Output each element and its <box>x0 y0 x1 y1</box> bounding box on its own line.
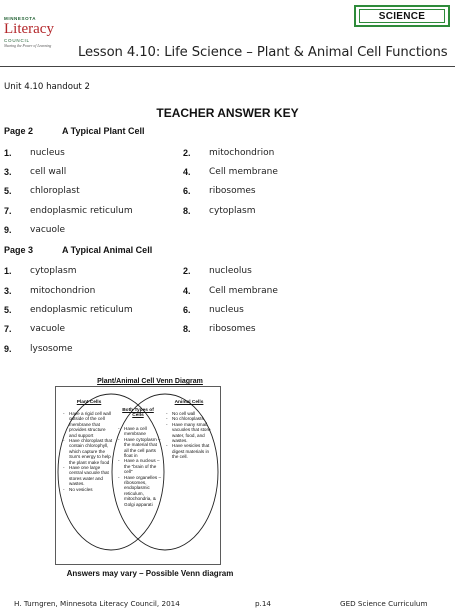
animal-item-number: 3. <box>4 286 12 296</box>
plant-item-text: Cell membrane <box>209 167 278 177</box>
literacy-council-logo <box>4 16 68 56</box>
venn-plant-item: - No vesicles <box>63 487 113 492</box>
venn-animal-list <box>166 411 214 460</box>
plant-item-text: chloroplast <box>30 186 80 196</box>
venn-animal-item: - Have many small vacuoles that store water, food, and wastes. <box>166 422 214 444</box>
logo-main-text: Literacy <box>4 21 54 37</box>
animal-item-number: 5. <box>4 305 12 315</box>
plant-item-text: mitochondrion <box>209 148 275 158</box>
plant-page-label: Page 2 <box>4 126 34 136</box>
plant-item-number: 2. <box>183 148 191 158</box>
plant-item-number: 3. <box>4 167 12 177</box>
plant-item-number: 7. <box>4 206 12 216</box>
plant-item-number: 1. <box>4 148 12 158</box>
animal-item-text: vacuole <box>30 324 66 334</box>
plant-item-number: 5. <box>4 186 12 196</box>
answer-key-heading: TEACHER ANSWER KEY <box>156 106 299 120</box>
animal-item-number: 9. <box>4 344 12 354</box>
answers-vary-caption: Answers may vary – Possible Venn diagram <box>66 569 234 578</box>
header-divider <box>0 66 455 67</box>
animal-item-text: Cell membrane <box>209 286 278 296</box>
animal-item-number: 6. <box>183 305 191 315</box>
animal-item-text: mitochondrion <box>30 286 96 296</box>
animal-item-number: 1. <box>4 266 12 276</box>
plant-item-number: 9. <box>4 225 12 235</box>
plant-item-text: vacuole <box>30 225 66 235</box>
logo-tagline: Sharing the Power of Learning <box>4 44 52 48</box>
animal-item-text: endoplasmic reticulum <box>30 305 133 315</box>
plant-section-title: A Typical Plant Cell <box>62 126 145 136</box>
lesson-title: Lesson 4.10: Life Science – Plant & Animal Cell Functions <box>78 45 448 60</box>
animal-item-text: nucleus <box>209 305 244 315</box>
logo-top-text: MINNESOTA <box>4 16 37 21</box>
plant-item-text: nucleus <box>30 148 65 158</box>
footer-curriculum: GED Science Curriculum <box>340 599 428 608</box>
subject-badge-label: SCIENCE <box>359 9 445 23</box>
plant-item-number: 6. <box>183 186 191 196</box>
venn-plant-item: - Have a rigid cell wall outside of the cell membrane that provides structure and support <box>63 411 113 438</box>
animal-item-number: 2. <box>183 266 191 276</box>
venn-animal-item: - No chloroplasts <box>166 416 214 421</box>
subject-badge <box>354 5 450 27</box>
footer-author: H. Turngren, Minnesota Literacy Council, 2014 <box>14 599 180 608</box>
venn-both-item: - Have organelles – ribosomes, endoplasmic reticulum, mitochondria, & Golgi apparati <box>118 475 162 507</box>
venn-both-heading: Both Types of Cells <box>122 408 154 418</box>
animal-page-label: Page 3 <box>4 245 34 255</box>
animal-item-text: lysosome <box>30 344 73 354</box>
venn-plant-item: - Have one large central vacuole that stores water and wastes. <box>63 465 113 487</box>
plant-item-text: ribosomes <box>209 186 256 196</box>
plant-item-number: 8. <box>183 206 191 216</box>
handout-label: Unit 4.10 handout 2 <box>4 82 90 92</box>
footer-page-number: p.14 <box>255 599 271 608</box>
animal-item-text: ribosomes <box>209 324 256 334</box>
venn-animal-heading: Animal Cells <box>174 400 204 405</box>
animal-item-text: nucleolus <box>209 266 252 276</box>
animal-item-number: 4. <box>183 286 191 296</box>
plant-item-text: endoplasmic reticulum <box>30 206 133 216</box>
animal-item-text: cytoplasm <box>30 266 77 276</box>
venn-both-list <box>118 426 162 507</box>
venn-animal-item: - No cell wall <box>166 411 214 416</box>
venn-plant-list <box>63 411 113 492</box>
venn-animal-item: - Have vesicles that digest materials in the cell. <box>166 443 214 459</box>
venn-diagram <box>55 386 221 565</box>
plant-item-number: 4. <box>183 167 191 177</box>
venn-plant-heading: Plant Cells <box>76 400 102 405</box>
venn-diagram-title: Plant/Animal Cell Venn Diagram <box>97 378 203 385</box>
animal-section-title: A Typical Animal Cell <box>62 245 153 255</box>
venn-both-item: - Have a nucleus – the "brain of the cell" <box>118 458 162 474</box>
plant-item-text: cell wall <box>30 167 67 177</box>
venn-both-item: - Have cytoplasm – the material that all the cell parts float in <box>118 437 162 459</box>
logo-sub-text: COUNCIL <box>4 38 30 43</box>
plant-item-text: cytoplasm <box>209 206 256 216</box>
venn-plant-item: - Have chloroplast that contain chlorophyll, which capture the Sun's energy to help the plant make food <box>63 438 113 465</box>
animal-item-number: 7. <box>4 324 12 334</box>
animal-item-number: 8. <box>183 324 191 334</box>
venn-both-item: - Have a cell membrane <box>118 426 162 437</box>
